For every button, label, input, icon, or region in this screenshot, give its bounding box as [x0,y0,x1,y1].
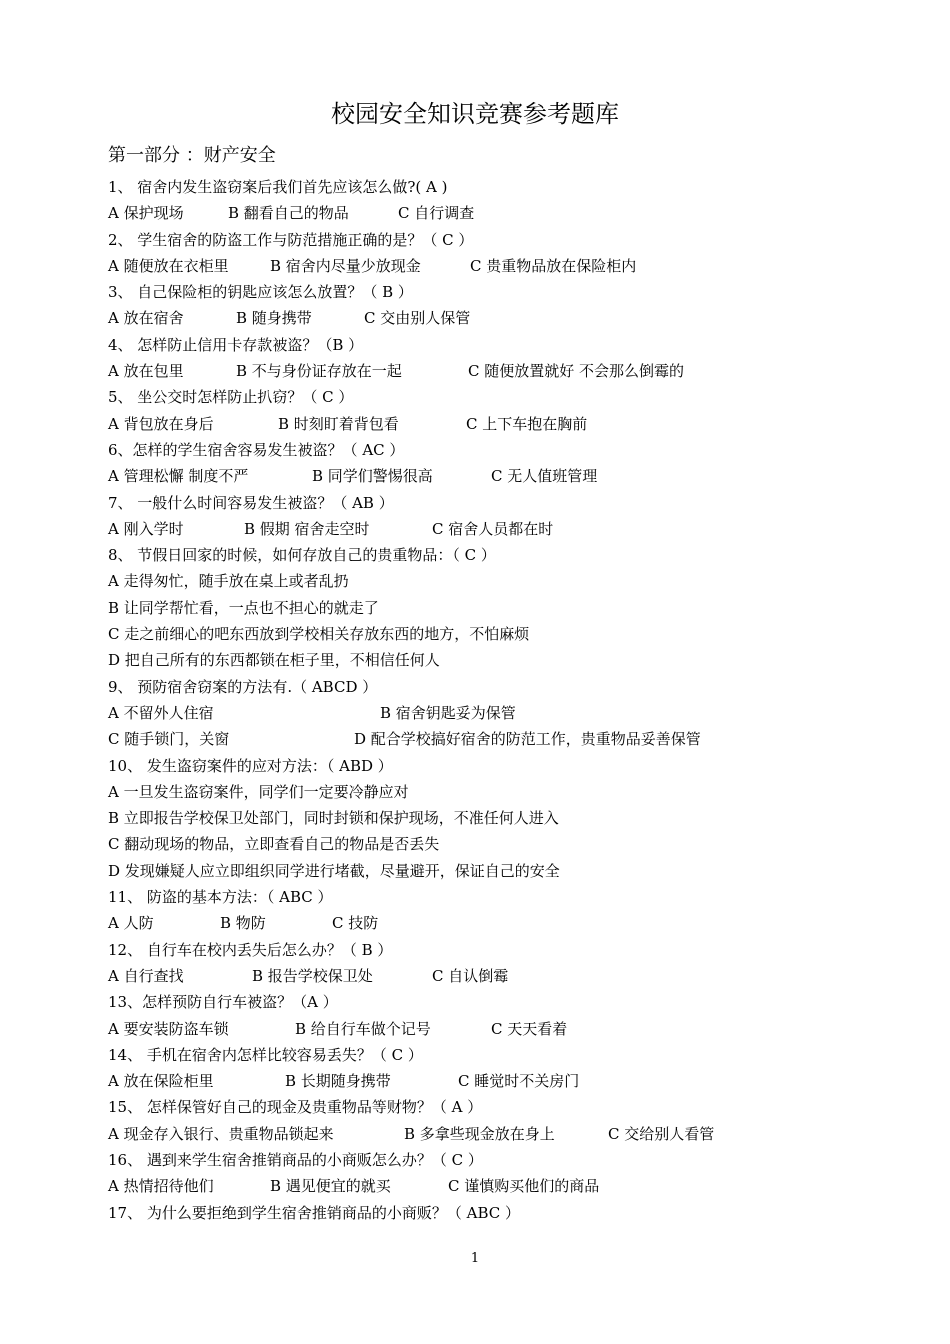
text-line [108,910,908,936]
line-text: 9、 预防宿舍窃案的方法有.（ ABCD ） [108,677,378,696]
line-text: 17、 为什么要拒绝到学生宿舍推销商品的小商贩？（ ABC ） [108,1203,521,1222]
text-line [108,516,908,542]
line-text: A 人防 [108,914,154,933]
line-text: C 随手锁门，关窗 [108,730,230,749]
option-text: C 自认倒霉 [432,966,509,985]
line-text: A 管理松懈 制度不严 [108,467,249,486]
text-line [108,779,908,805]
text-line [108,490,908,516]
section-heading: 第一部分 ：财产安全 [108,145,276,166]
line-text: A 走得匆忙，随手放在桌上或者乱扔 [108,572,349,591]
question-list [108,174,908,1226]
line-text: A 背包放在身后 [108,414,214,433]
option-text: B 随身携带 [236,309,312,328]
option-text: C 天天看着 [491,1019,568,1038]
text-line [108,1068,908,1094]
line-text: A 刚入学时 [108,519,184,538]
line-text: D 把自己所有的东西都锁在柜子里，不相信任何人 [108,651,440,670]
line-text: 6、怎样的学生宿舍容易发生被盗？（ AC ） [108,440,405,459]
option-text: C 交由别人保管 [364,309,471,328]
option-text: B 宿舍钥匙妥为保管 [380,703,516,722]
line-text: B 让同学帮忙看，一点也不担心的就走了 [108,598,379,617]
line-text: 13、怎样预防自行车被盗？（A ） [108,993,338,1012]
line-text: 10、 发生盗窃案件的应对方法：（ ABD ） [108,756,393,775]
option-text: B 给自行车做个记号 [295,1019,431,1038]
line-text: A 不留外人住宿 [108,703,214,722]
option-text: C 睡觉时不关房门 [458,1072,580,1091]
line-text: 16、 遇到来学生宿舍推销商品的小商贩怎么办？（ C ） [108,1150,483,1169]
line-text: A 放在包里 [108,362,184,381]
text-line [108,858,908,884]
line-text: 3、 自己保险柜的钥匙应该怎么放置？（ B ） [108,283,413,302]
line-text: C 走之前细心的吧东西放到学校相关存放东西的地方，不怕麻烦 [108,625,530,644]
line-text: B 立即报告学校保卫处部门，同时封锁和保护现场，不准任何人进入 [108,809,559,828]
text-line [108,1042,908,1068]
option-text: B 物防 [220,914,266,933]
text-line [108,200,908,226]
line-text: A 随便放在衣柜里 [108,256,229,275]
text-line [108,463,908,489]
text-line [108,726,908,752]
option-text: B 假期 宿舍走空时 [244,519,370,538]
text-line [108,305,908,331]
line-text: A 放在宿舍 [108,309,184,328]
option-text: B 不与身份证存放在一起 [236,362,402,381]
option-text: C 贵重物品放在保险柜内 [470,256,637,275]
line-text: A 热情招待他们 [108,1177,214,1196]
text-line [108,831,908,857]
text-line [108,700,908,726]
option-text: B 时刻盯着背包看 [278,414,399,433]
text-line [108,963,908,989]
line-text: 12、 自行车在校内丢失后怎么办？（ B ） [108,940,393,959]
text-line [108,805,908,831]
text-line [108,989,908,1015]
line-text: 1、 宿舍内发生盗窃案后我们首先应该怎么做?( A ) [108,178,448,196]
line-text: A 现金存入银行、贵重物品锁起来 [108,1124,334,1143]
text-line [108,542,908,568]
line-text: 11、 防盗的基本方法：（ ABC ） [108,888,333,907]
option-text: B 遇见便宜的就买 [270,1177,391,1196]
option-text: C 技防 [332,914,379,933]
text-line [108,753,908,779]
line-text: A 放在保险柜里 [108,1072,214,1091]
option-text: B 报告学校保卫处 [252,966,373,985]
page-number: 1 [470,1251,480,1266]
text-line [108,1121,908,1147]
text-line [108,1147,908,1173]
line-text: A 一旦发生盗窃案件，同学们一定要冷静应对 [108,782,409,801]
line-text: 7、 一般什么时间容易发生被盗？（ AB ） [108,493,394,512]
line-text: 8、 节假日回家的时候，如何存放自己的贵重物品：（ C ） [108,546,496,565]
text-line [108,174,908,200]
line-text: 14、 手机在宿舍内怎样比较容易丢失？（ C ） [108,1045,423,1064]
text-line [108,437,908,463]
text-line [108,227,908,253]
option-text: C 交给别人看管 [608,1124,715,1143]
text-line [108,279,908,305]
text-line [108,384,908,410]
line-text: A 自行查找 [108,966,184,985]
line-text: A 要安装防盗车锁 [108,1019,229,1038]
text-line [108,647,908,673]
text-line [108,1173,908,1199]
text-line [108,358,908,384]
text-line [108,937,908,963]
line-text: 15、 怎样保管好自己的现金及贵重物品等财物？（ A ） [108,1098,483,1117]
option-text: B 多拿些现金放在身上 [404,1124,555,1143]
option-text: B 长期随身携带 [285,1072,391,1091]
text-line [108,332,908,358]
text-line [108,568,908,594]
line-text: D 发现嫌疑人应立即组织同学进行堵截，尽量避开，保证自己的安全 [108,861,560,880]
text-line [108,674,908,700]
option-text: C 随便放置就好 不会那么倒霉的 [468,362,685,381]
option-text: B 同学们警惕很高 [312,467,433,486]
text-line [108,1016,908,1042]
option-text: C 自行调查 [398,204,475,223]
text-line [108,411,908,437]
text-line [108,253,908,279]
text-line [108,1200,908,1226]
text-line [108,595,908,621]
option-text: C 上下车抱在胸前 [466,414,588,433]
line-text: 5、 坐公交时怎样防止扒窃？（ C ） [108,388,354,407]
text-line [108,1094,908,1120]
line-text: C 翻动现场的物品，立即查看自己的物品是否丢失 [108,835,440,854]
option-text: C 宿舍人员都在时 [432,519,554,538]
text-line [108,884,908,910]
option-text: C 谨慎购买他们的商品 [448,1177,600,1196]
text-line [108,621,908,647]
document-title: 校园安全知识竞赛参考题库 [331,100,619,128]
line-text: 4、 怎样防止信用卡存款被盗？（B ） [108,335,364,354]
line-text: 2、 学生宿舍的防盗工作与防范措施正确的是？（ C ） [108,230,474,249]
option-text: B 翻看自己的物品 [228,204,349,223]
option-text: D 配合学校搞好宿舍的防范工作，贵重物品妥善保管 [354,730,701,749]
option-text: B 宿舍内尽量少放现金 [270,256,421,275]
line-text: A 保护现场 [108,204,184,223]
option-text: C 无人值班管理 [491,467,598,486]
